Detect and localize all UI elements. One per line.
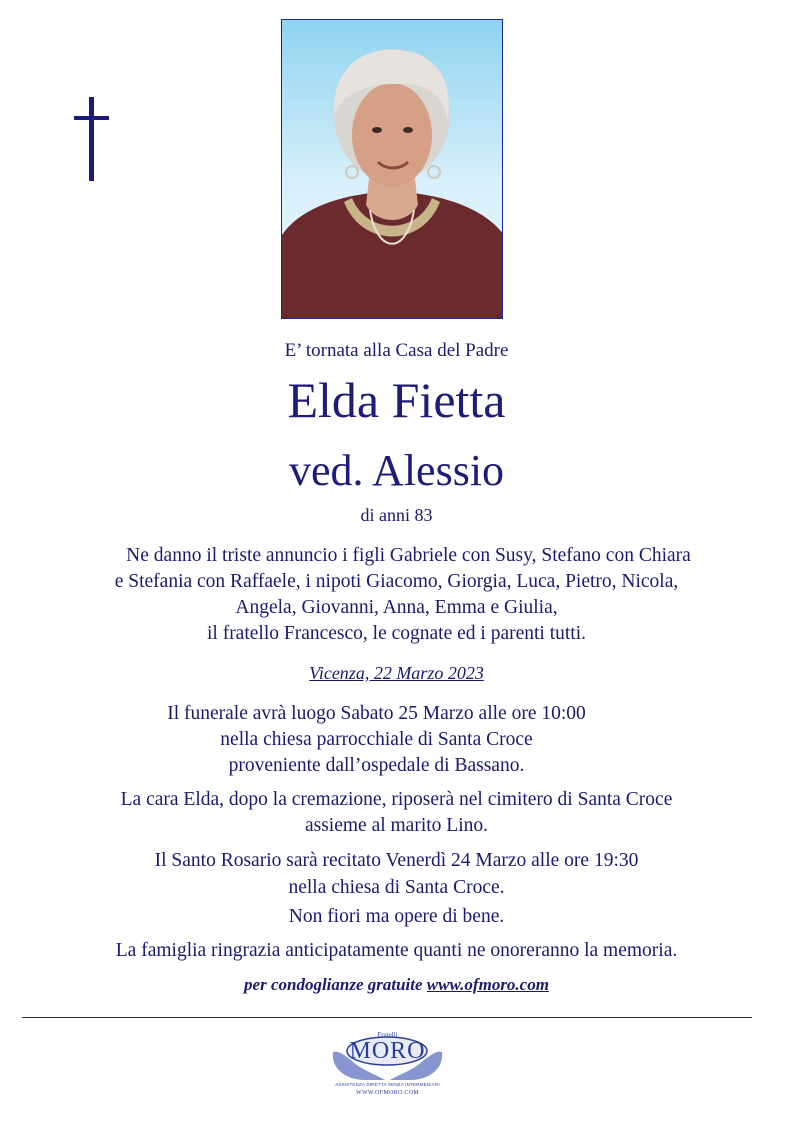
- announcement-line: Ne danno il triste annuncio i figli Gabriele con Susy, Stefano con Chiara: [126, 545, 691, 566]
- thanks-line: La famiglia ringrazia anticipatamente quanti ne onoreranno la memoria.: [115, 940, 678, 961]
- announcement-line: e Stefania con Raffaele, i nipoti Giacomo, Giorgia, Luca, Pietro, Nicola,: [114, 571, 679, 592]
- intro-line: E’ tornata alla Casa del Padre: [284, 340, 509, 361]
- widow-of-line: ved. Alessio: [288, 446, 505, 495]
- portrait-photo: [281, 19, 503, 319]
- rosary-line: Il Santo Rosario sarà recitato Venerdì 24 Marzo alle ore 19:30: [154, 850, 639, 871]
- funeral-line: La cara Elda, dopo la cremazione, riposerà nel cimitero di Santa Croce: [120, 789, 673, 810]
- funeral-line: assieme al marito Lino.: [304, 815, 489, 836]
- logo-small-text: Fratelli: [377, 1031, 398, 1039]
- logo-brand-text: MORO: [349, 1038, 426, 1064]
- funeral-line: proveniente dall’ospedale di Bassano.: [228, 755, 525, 776]
- announcement-block: [0, 543, 793, 647]
- place-date: Vicenza, 22 Marzo 2023: [309, 663, 484, 683]
- divider: [22, 1017, 752, 1018]
- funeral-line: Il funerale avrà luogo Sabato 25 Marzo alle ore 10:00: [167, 703, 586, 724]
- rosary-line: nella chiesa di Santa Croce.: [288, 877, 505, 898]
- rosary-block: [0, 847, 793, 901]
- logo-tagline: ASSISTENZA DIRETTA SENZA INTERMEDIARI: [335, 1082, 440, 1087]
- funeral-block: [0, 701, 793, 839]
- age-line: di anni 83: [360, 505, 433, 525]
- announcement-line: il fratello Francesco, le cognate ed i parenti tutti.: [206, 623, 587, 644]
- flowers-line: Non fiori ma opere di bene.: [288, 906, 505, 927]
- condolences-link[interactable]: www.ofmoro.com: [426, 975, 549, 994]
- deceased-name: Elda Fietta: [287, 372, 506, 428]
- funeral-home-logo: [325, 1030, 450, 1110]
- portrait-image: [282, 20, 503, 319]
- place-date-line: [0, 662, 793, 684]
- logo-website: WWW.OFMORO.COM: [356, 1090, 419, 1096]
- condolences-label: per condoglianze gratuite: [244, 975, 423, 994]
- condolences-line: [0, 974, 793, 996]
- announcement-line: Angela, Giovanni, Anna, Emma e Giulia,: [235, 597, 558, 618]
- latin-cross-icon: [72, 97, 112, 181]
- funeral-line: nella chiesa parrocchiale di Santa Croce: [220, 729, 533, 750]
